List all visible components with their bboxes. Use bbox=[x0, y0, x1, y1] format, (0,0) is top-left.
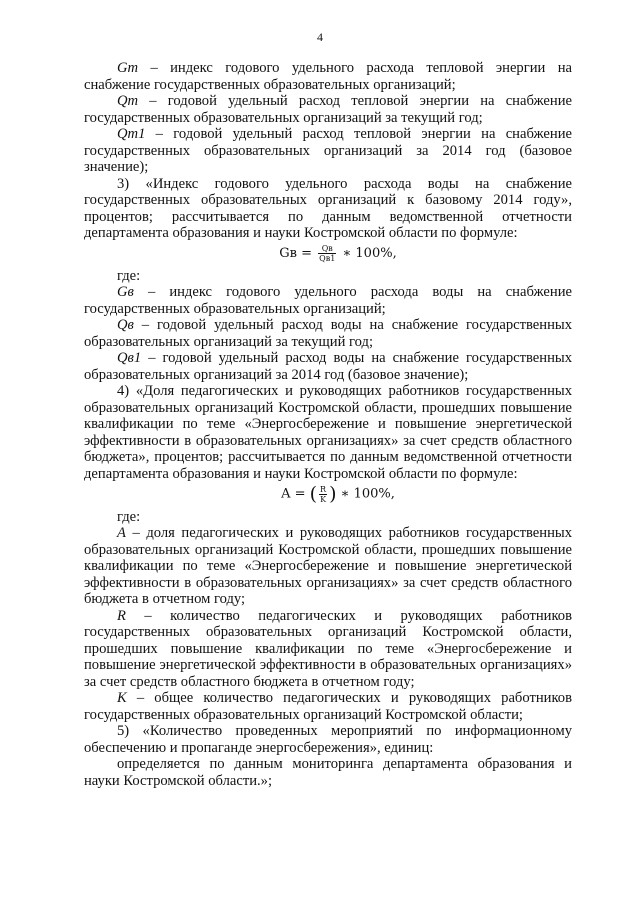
fraction-numerator: Qв bbox=[318, 244, 336, 254]
fraction-denominator: Qв1 bbox=[319, 253, 336, 263]
symbol: Qm bbox=[117, 93, 139, 109]
definition-qm1 bbox=[84, 126, 572, 176]
fraction-denominator: K bbox=[320, 494, 327, 504]
page-number: 4 bbox=[317, 30, 323, 44]
symbol: R bbox=[117, 607, 126, 624]
formula-fraction bbox=[318, 244, 336, 263]
definition-gm bbox=[84, 60, 572, 93]
definition-a bbox=[84, 525, 572, 608]
formula-left-paren: ( bbox=[309, 483, 318, 505]
formula-lhs: A = bbox=[281, 486, 310, 502]
formula-fraction bbox=[319, 485, 327, 504]
formula-rhs: ∗ 100%, bbox=[336, 486, 395, 502]
formula-rhs: ∗ 100%, bbox=[338, 245, 397, 261]
fraction-numerator: R bbox=[320, 484, 327, 494]
definition-qv bbox=[84, 317, 572, 350]
definition-text: – индекс годового удельного расхода воды на снабжение государственных образовательных организаций; bbox=[84, 284, 572, 317]
definition-r bbox=[84, 608, 572, 691]
item-5-events-count: 5) «Количество проведенных мероприятий по информационному обеспечению и пропаганде энергосбережения», единиц: bbox=[84, 723, 572, 756]
definition-qv1 bbox=[84, 350, 572, 383]
symbol: Qв bbox=[117, 317, 134, 333]
item-3-water-index: 3) «Индекс годового удельного расхода воды на снабжение государственных образовательных организаций к базовому 2014 году», процентов; рассчитывается по данным ведомственной отчетности департамента образования и науки Костромской области по формуле: bbox=[84, 175, 572, 241]
symbol: Qв1 bbox=[117, 350, 142, 366]
where-label: где: bbox=[117, 267, 141, 284]
definition-gv bbox=[84, 284, 572, 317]
symbol: Gв bbox=[117, 284, 134, 300]
definition-qm bbox=[84, 93, 572, 126]
definition-text: – годовой удельный расход тепловой энергии на снабжение государственных образовательных организаций за 2014 год (базовое значение); bbox=[84, 126, 572, 175]
formula-water-index bbox=[84, 243, 572, 265]
definition-text: – общее количество педагогических и руководящих работников государственных образовательных организаций Костромской области; bbox=[84, 690, 572, 723]
symbol: Gm bbox=[117, 60, 139, 76]
formula-teacher-share bbox=[84, 483, 572, 506]
symbol: K bbox=[117, 690, 127, 706]
symbol: Qm1 bbox=[117, 126, 146, 142]
symbol: A bbox=[117, 525, 126, 541]
definition-text: – годовой удельный расход тепловой энергии на снабжение государственных образовательных организаций за текущий год; bbox=[84, 93, 572, 126]
formula-lhs: Gв = bbox=[279, 245, 317, 261]
formula-right-paren: ) bbox=[329, 483, 337, 505]
definition-text: – годовой удельный расход воды на снабжение государственных образовательных организаций за 2014 год (базовое значение); bbox=[84, 350, 572, 383]
definition-text: – количество педагогических и руководящих работников государственных образовательных организаций Костромской области, прошедших повышение квалификации по теме «Энергосбережение и повышение энергетической эффективности в образовательных организациях» за счет средств областного бюджета в отчетном году; bbox=[84, 607, 572, 690]
definition-text: – индекс годового удельного расхода тепловой энергии на снабжение государственных образовательных организаций; bbox=[84, 60, 572, 93]
where-label: где: bbox=[117, 508, 141, 525]
item-5-method: определяется по данным мониторинга департамента образования и науки Костромской области.»; bbox=[84, 756, 572, 789]
document-body bbox=[84, 60, 572, 789]
definition-text: – годовой удельный расход воды на снабжение государственных образовательных организаций за текущий год; bbox=[84, 317, 572, 350]
item-4-teacher-share: 4) «Доля педагогических и руководящих работников государственных образовательных организаций Костромской области, прошедших повышение квалификации по теме «Энергосбережение и повышение энергетической эффективности в образовательных организациях» за счет средств областного бюджета», процентов; рассчитывается по данным ведомственной отчетности департамента образования и науки Костромской области по формуле: bbox=[84, 383, 572, 482]
definition-k bbox=[84, 690, 572, 723]
definition-text: – доля педагогических и руководящих работников государственных образовательных организаций Костромской области, прошедших повышение квалификации по теме «Энергосбережение и повышение энергетической эффективности в образовательных организациях» за счет средств областного бюджета в отчетном году; bbox=[84, 525, 572, 607]
